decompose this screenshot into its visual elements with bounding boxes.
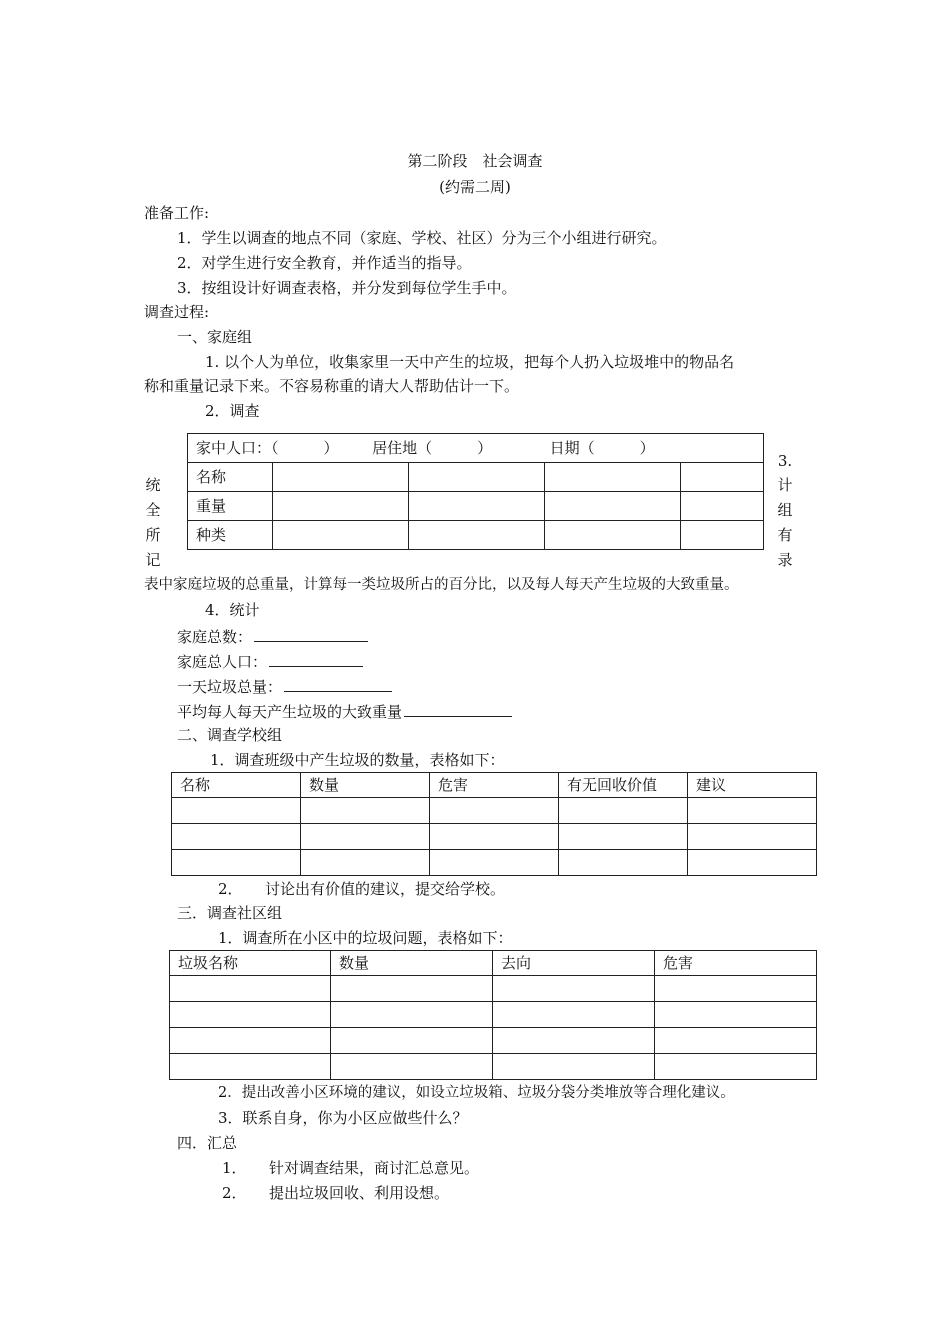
fill-blank[interactable] — [269, 650, 363, 667]
school-step1: 1．调查班级中产生垃圾的数量，表格如下： — [210, 751, 505, 769]
table-row — [170, 1028, 817, 1054]
stat-daily-total — [177, 675, 392, 697]
stat-label: 平均每人每天产生垃圾的大致重量 — [177, 703, 403, 721]
table-cell[interactable] — [172, 824, 301, 850]
table-row — [170, 976, 817, 1002]
table-cell[interactable] — [430, 824, 559, 850]
table-cell[interactable] — [493, 976, 655, 1002]
residence-label: 居住地（ ） — [372, 439, 493, 457]
table-cell[interactable] — [681, 463, 764, 492]
col-suggestion: 建议 — [688, 773, 817, 798]
table-cell[interactable] — [688, 850, 817, 876]
row-label-weight: 重量 — [188, 492, 273, 521]
table-cell[interactable] — [655, 1002, 817, 1028]
prep-heading: 准备工作: — [144, 204, 210, 222]
table-cell[interactable] — [655, 1028, 817, 1054]
table-cell[interactable] — [559, 824, 688, 850]
table-cell[interactable] — [170, 1054, 331, 1080]
community-survey-table — [169, 950, 817, 1080]
school-step2: 2． 讨论出有价值的建议，提交给学校。 — [218, 880, 506, 898]
page-title: 第二阶段 社会调查 — [407, 152, 543, 170]
family-step1-line2: 称和重量记录下来。不容易称重的请大人帮助估计一下。 — [144, 377, 520, 395]
table-cell[interactable] — [331, 1002, 493, 1028]
col-quantity: 数量 — [301, 773, 430, 798]
family-table-header — [188, 434, 764, 463]
left-wrap-char: 记 — [145, 551, 161, 569]
col-harm: 危害 — [430, 773, 559, 798]
family-step2: 2．调查 — [205, 402, 260, 420]
table-cell[interactable] — [493, 1054, 655, 1080]
right-wrap-char: 组 — [777, 501, 793, 519]
table-cell[interactable] — [559, 798, 688, 824]
summary-heading: 四．汇总 — [177, 1134, 238, 1152]
family-step4: 4．统计 — [205, 601, 260, 619]
table-cell[interactable] — [301, 850, 430, 876]
stat-family-count — [177, 625, 368, 647]
col-quantity: 数量 — [331, 951, 493, 976]
table-cell[interactable] — [331, 976, 493, 1002]
table-cell[interactable] — [655, 976, 817, 1002]
table-row — [188, 521, 764, 550]
summary-item-2: 2． 提出垃圾回收、利用设想。 — [222, 1184, 450, 1202]
table-cell[interactable] — [493, 1028, 655, 1054]
family-step3-text: 表中家庭垃圾的总重量，计算每一类垃圾所占的百分比，以及每人每天产生垃圾的大致重量。 — [144, 577, 739, 593]
table-cell[interactable] — [273, 521, 409, 550]
left-wrap-char: 统 — [145, 476, 161, 494]
row-label-type: 种类 — [188, 521, 273, 550]
table-cell[interactable] — [655, 1054, 817, 1080]
left-wrap-char: 所 — [145, 526, 161, 544]
process-heading: 调查过程: — [144, 303, 210, 321]
table-cell[interactable] — [331, 1054, 493, 1080]
table-header-row — [172, 773, 817, 798]
table-header-row — [170, 951, 817, 976]
population-label: 家中人口：（ ） — [196, 439, 339, 457]
table-cell[interactable] — [688, 824, 817, 850]
page-subtitle: (约需二周) — [439, 178, 511, 196]
community-heading: 三．调查社区组 — [177, 904, 283, 922]
community-step3: 3．联系自身，你为小区应做些什么？ — [218, 1109, 468, 1127]
table-cell[interactable] — [545, 463, 681, 492]
table-cell[interactable] — [493, 1002, 655, 1028]
table-row — [188, 492, 764, 521]
col-garbage-name: 垃圾名称 — [170, 951, 331, 976]
table-cell[interactable] — [301, 798, 430, 824]
table-row — [172, 798, 817, 824]
fill-blank[interactable] — [284, 675, 392, 692]
row-label-name: 名称 — [188, 463, 273, 492]
col-harm: 危害 — [655, 951, 817, 976]
community-step1: 1．调查所在小区中的垃圾问题，表格如下： — [218, 929, 513, 947]
table-cell[interactable] — [681, 521, 764, 550]
table-cell[interactable] — [172, 798, 301, 824]
table-cell[interactable] — [273, 463, 409, 492]
left-wrap-char: 全 — [145, 501, 161, 519]
table-cell[interactable] — [273, 492, 409, 521]
table-cell[interactable] — [409, 492, 545, 521]
summary-item-1: 1． 针对调查结果，商讨汇总意见。 — [222, 1159, 480, 1177]
family-heading: 一、家庭组 — [177, 328, 253, 346]
table-cell[interactable] — [170, 1002, 331, 1028]
family-survey-table — [187, 433, 764, 550]
right-wrap-char: 录 — [777, 551, 793, 569]
table-row — [170, 1054, 817, 1080]
date-label: 日期（ ） — [549, 439, 655, 457]
fill-blank[interactable] — [404, 700, 512, 717]
stat-label: 家庭总数： — [177, 628, 253, 646]
table-cell[interactable] — [409, 521, 545, 550]
stat-family-population — [177, 650, 363, 672]
school-heading: 二、调查学校组 — [177, 726, 283, 744]
right-wrap-char: 计 — [777, 476, 793, 494]
table-cell[interactable] — [545, 521, 681, 550]
right-wrap-char: 3. — [777, 452, 793, 470]
table-cell[interactable] — [545, 492, 681, 521]
fill-blank[interactable] — [254, 625, 368, 642]
col-destination: 去向 — [493, 951, 655, 976]
table-row — [172, 824, 817, 850]
table-row — [188, 463, 764, 492]
table-cell[interactable] — [430, 850, 559, 876]
col-name: 名称 — [172, 773, 301, 798]
table-cell[interactable] — [681, 492, 764, 521]
table-cell[interactable] — [170, 1028, 331, 1054]
prep-item-3: 3．按组设计好调查表格，并分发到每位学生手中。 — [177, 279, 517, 297]
stat-label: 一天垃圾总量： — [177, 678, 283, 696]
table-cell[interactable] — [172, 850, 301, 876]
table-cell[interactable] — [688, 798, 817, 824]
table-cell[interactable] — [301, 824, 430, 850]
family-step1-line1: 1. 以个人为单位，收集家里一天中产生的垃圾，把每个人扔入垃圾堆中的物品名 — [205, 353, 735, 371]
prep-item-1: 1．学生以调查的地点不同（家庭、学校、社区）分为三个小组进行研究。 — [177, 229, 667, 247]
stat-per-person — [177, 700, 512, 722]
community-step2: 2．提出改善小区环境的建议，如设立垃圾箱、垃圾分袋分类堆放等合理化建议。 — [218, 1085, 735, 1101]
table-row — [172, 850, 817, 876]
table-cell[interactable] — [430, 798, 559, 824]
stat-label: 家庭总人口： — [177, 653, 268, 671]
table-row — [170, 1002, 817, 1028]
right-wrap-char: 有 — [777, 526, 793, 544]
table-cell[interactable] — [409, 463, 545, 492]
school-survey-table — [171, 772, 817, 876]
table-cell[interactable] — [331, 1028, 493, 1054]
col-recycle-value: 有无回收价值 — [559, 773, 688, 798]
table-cell[interactable] — [170, 976, 331, 1002]
table-cell[interactable] — [559, 850, 688, 876]
prep-item-2: 2．对学生进行安全教育，并作适当的指导。 — [177, 254, 472, 272]
